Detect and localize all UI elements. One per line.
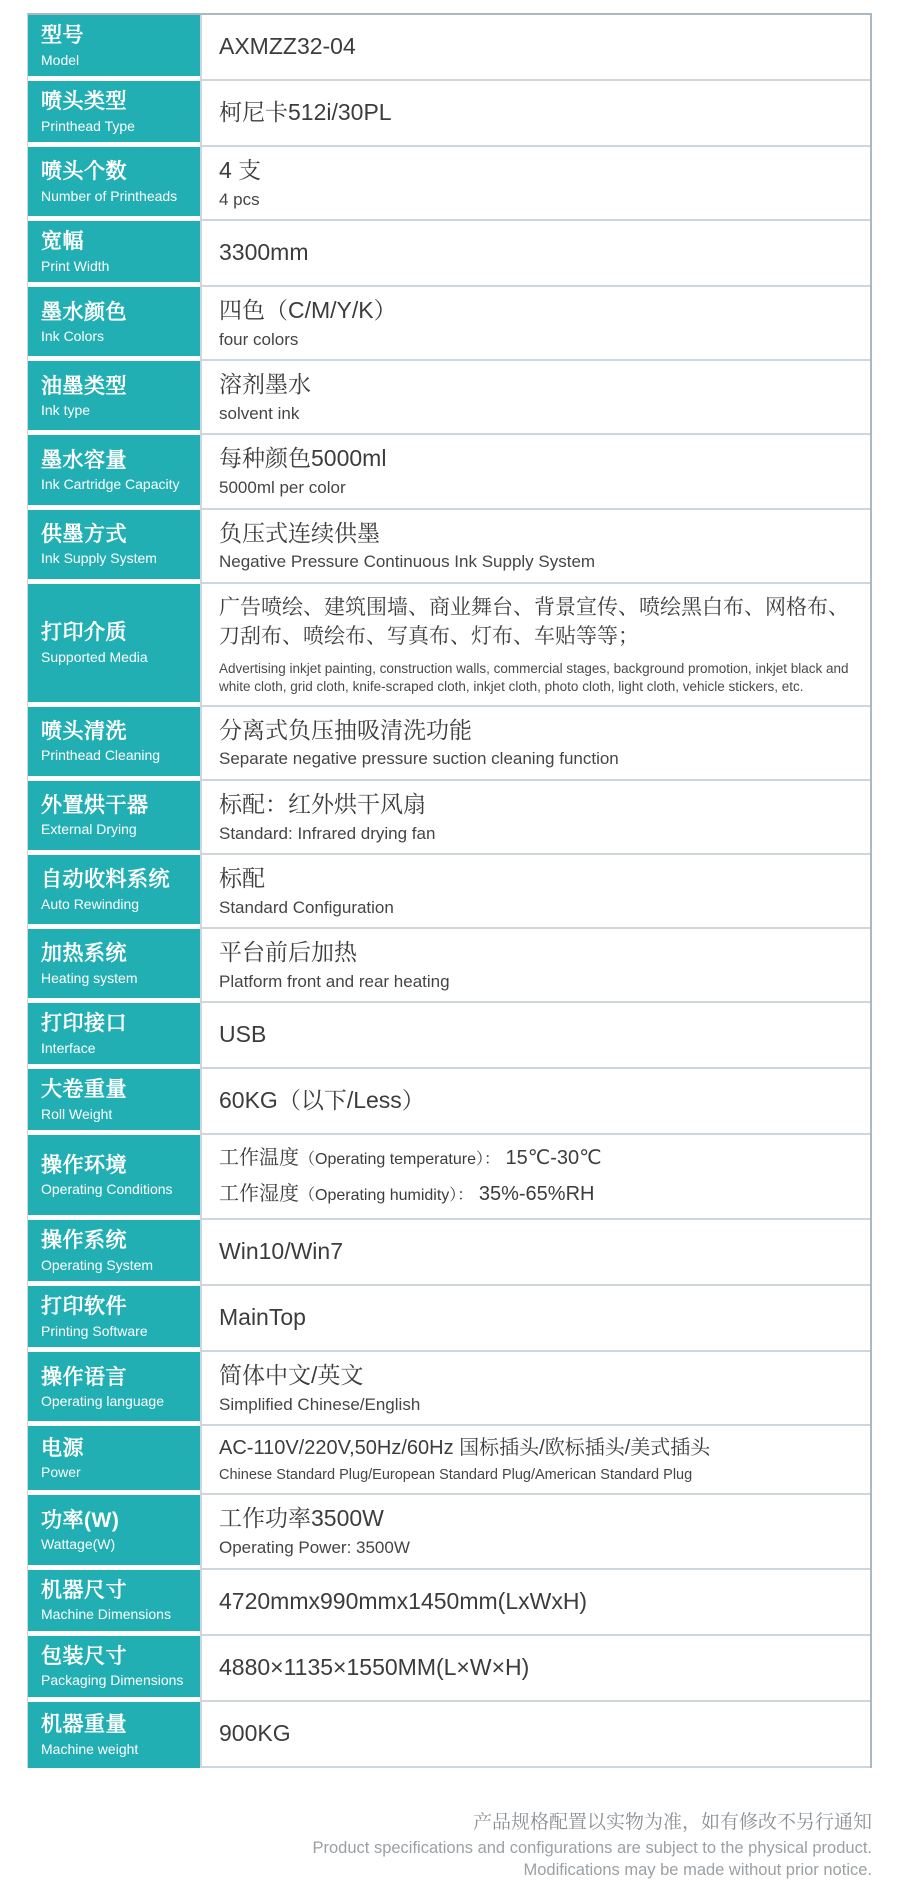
row-label-en: Operating Conditions [41,1181,173,1198]
spec-row [28,1135,870,1220]
row-value-line: 溶剂墨水 [219,371,311,398]
row-value [200,1069,870,1135]
row-label [28,147,200,221]
row-label [28,1069,200,1135]
row-label-en: Packaging Dimensions [41,1672,184,1689]
disclaimer-line-en1: Product specifications and configurations are subject to the physical product. [312,1838,872,1857]
row-value-line: 4720mmx990mmx1450mm(LxWxH) [219,1587,588,1614]
spec-row [28,1003,870,1069]
row-label-cn: 大卷重量 [41,1078,127,1102]
row-label-en: Wattage(W) [41,1536,116,1553]
row-value [200,15,870,81]
row-label-cn: 墨水颜色 [41,300,127,324]
row-value-line: Platform front and rear heating [219,971,450,991]
row-label-cn: 外置烘干器 [41,794,149,818]
spec-table [27,13,872,1768]
row-label [28,435,200,509]
row-value [200,1495,870,1569]
row-label [28,1220,200,1286]
row-value-line: 每种颜色5000ml [219,445,387,472]
row-label-en: Roll Weight [41,1105,113,1122]
row-label-cn: 操作语言 [41,1365,127,1389]
row-value [200,855,870,929]
row-label [28,781,200,855]
row-value [200,1702,870,1768]
row-label-en: Number of Printheads [41,187,178,204]
row-label-cn: 加热系统 [41,942,127,966]
row-label-en: Printhead Cleaning [41,747,161,764]
row-value [200,929,870,1003]
row-value-line: Chinese Standard Plug/European Standard Plug/American Standard Plug [219,1467,693,1484]
row-label [28,1135,200,1220]
row-label-en: Operating System [41,1256,154,1273]
row-label [28,1352,200,1426]
row-label-cn: 电源 [41,1437,84,1461]
row-label-cn: 供墨方式 [41,522,127,546]
row-value-line: 900KG [219,1719,291,1746]
row-value-line: USB [219,1021,267,1048]
spec-row [28,1069,870,1135]
spec-row [28,1220,870,1286]
row-value-line: 柯尼卡512i/30PL [219,99,392,126]
row-value [200,361,870,435]
row-label-en: Model [41,51,80,68]
row-value [200,1220,870,1286]
row-label-cn: 打印软件 [41,1295,127,1319]
row-value-part: （Operating humidity）： [299,1187,474,1205]
row-label-cn: 喷头类型 [41,90,127,114]
row-label-cn: 油墨类型 [41,374,127,398]
row-value-part: 15℃-30℃ [499,1147,602,1170]
row-label-cn: 喷头个数 [41,160,127,184]
row-label-cn: 自动收料系统 [41,868,170,892]
row-value-part: 35%-65%RH [473,1183,595,1206]
disclaimer [313,1810,873,1881]
row-value [200,584,870,707]
row-label-cn: 功率(W) [41,1508,120,1532]
row-value-line: AC-110V/220V,50Hz/60Hz 国标插头/欧标插头/美式插头 [219,1437,711,1460]
row-label [28,1495,200,1569]
row-value-line: 4880×1135×1550MM(L×W×H) [219,1653,530,1680]
row-label-cn: 墨水容量 [41,448,127,472]
row-value-line: 4 支 [219,157,262,183]
row-value [200,1003,870,1069]
row-value-part: 工作湿度 [219,1183,299,1206]
row-label [28,584,200,707]
row-label-en: Printhead Type [41,117,135,134]
row-value-line: solvent ink [219,404,300,424]
row-value-line: four colors [219,330,299,350]
row-label [28,1003,200,1069]
row-label-cn: 包装尺寸 [41,1644,127,1668]
row-label-en: Printing Software [41,1322,148,1339]
row-label [28,1570,200,1636]
row-label-en: Ink Supply System [41,550,157,567]
spec-row [28,781,870,855]
row-value-line: MainTop [219,1304,306,1331]
row-value-line: 简体中文/英文 [219,1362,364,1389]
row-value-line: 四色（C/M/Y/K） [219,297,397,324]
row-label [28,855,200,929]
row-value-part: 工作温度 [219,1147,299,1170]
row-value-line: 4 pcs [219,189,260,209]
spec-row [28,221,870,287]
row-value-line: Separate negative pressure suction cleaning function [219,749,619,769]
row-label [28,361,200,435]
spec-row [28,15,870,81]
row-label-en: Operating language [41,1392,164,1409]
row-label [28,707,200,781]
row-label-cn: 操作系统 [41,1229,127,1253]
row-value [200,287,870,361]
row-label-en: Interface [41,1039,96,1056]
row-label-en: Auto Rewinding [41,895,140,912]
row-label-en: Heating system [41,969,138,986]
row-label [28,287,200,361]
row-value-line: 工作功率3500W [219,1505,384,1532]
row-value [200,81,870,147]
spec-row [28,1636,870,1702]
row-value [200,221,870,287]
row-value [200,1135,870,1220]
row-label-en: Power [41,1464,81,1481]
spec-row [28,435,870,509]
spec-row [28,1702,870,1768]
row-label-en: Supported Media [41,648,148,665]
row-label-cn: 型号 [41,24,84,48]
row-label [28,15,200,81]
row-value-line: 平台前后加热 [219,939,357,965]
row-label-en: Ink Colors [41,327,105,344]
row-value-line: AXMZZ32-04 [219,33,356,60]
row-label [28,1426,200,1495]
row-label-en: Machine Dimensions [41,1606,171,1623]
row-value [200,1352,870,1426]
row-label [28,1636,200,1702]
spec-row [28,929,870,1003]
row-value-part: （Operating temperature）： [299,1151,500,1169]
row-label-cn: 宽幅 [41,230,84,254]
spec-row [28,707,870,781]
row-value-line: Standard Configuration [219,897,394,917]
spec-row [28,1570,870,1636]
spec-row [28,1286,870,1352]
row-value-line: Simplified Chinese/English [219,1395,421,1415]
row-value-line: 标配：红外烘干风扇 [219,790,426,817]
row-value [200,1636,870,1702]
row-label-cn: 机器重量 [41,1713,127,1737]
row-label-en: Ink type [41,401,91,418]
row-label-en: Ink Cartridge Capacity [41,476,180,493]
row-label-cn: 打印接口 [41,1012,127,1036]
row-value [200,1426,870,1495]
spec-row [28,855,870,929]
row-value [200,1570,870,1636]
spec-row [28,287,870,361]
row-value-line: Operating Power: 3500W [219,1538,410,1558]
row-value-line: 负压式连续供墨 [219,519,380,546]
disclaimer-line-en2: Modifications may be made without prior notice. [523,1860,872,1879]
row-label-en: Print Width [41,257,110,274]
disclaimer-line-cn: 产品规格配置以实物为准，如有修改不另行通知 [472,1812,872,1833]
spec-row [28,1495,870,1569]
spec-row [28,1352,870,1426]
row-label-en: External Drying [41,821,137,838]
row-value-line: 5000ml per color [219,478,346,498]
row-label-cn: 操作环境 [41,1153,127,1177]
row-value-line [219,1180,856,1209]
row-label [28,81,200,147]
row-value [200,510,870,584]
spec-row [28,584,870,707]
row-value-line: 标配 [219,864,265,891]
row-value-line: Win10/Win7 [219,1238,343,1265]
spec-row [28,510,870,584]
row-label-cn: 机器尺寸 [41,1578,127,1602]
row-label [28,1286,200,1352]
spec-row [28,81,870,147]
row-value-line: 分离式负压抽吸清洗功能 [219,716,472,743]
row-value [200,435,870,509]
row-value-line [219,1144,856,1173]
row-label [28,510,200,584]
row-value-line: 60KG（以下/Less） [219,1087,425,1114]
row-value [200,1286,870,1352]
row-value [200,707,870,781]
row-value-line: 3300mm [219,239,309,266]
spec-row [28,147,870,221]
row-value [200,781,870,855]
row-label [28,1702,200,1768]
row-value-line: Standard: Infrared drying fan [219,823,436,843]
row-label-en: Machine weight [41,1740,139,1757]
row-value-line: 广告喷绘、建筑围墙、商业舞台、背景宣传、喷绘黑白布、网格布、刀刮布、喷绘布、写真布、灯布、车贴等等； [219,595,849,649]
row-value-line: Advertising inkjet painting, construction walls, commercial stages, background promotion, inkjet black and white cloth, grid cloth, knife-scraped cloth, inkjet cloth, photo cloth, light cloth, vehicle stickers, etc. [219,661,849,695]
row-label [28,221,200,287]
row-value-line: Negative Pressure Continuous Ink Supply System [219,552,596,572]
spec-row [28,361,870,435]
row-value [200,147,870,221]
row-label-cn: 喷头清洗 [41,719,127,743]
row-label [28,929,200,1003]
spec-row [28,1426,870,1495]
row-label-cn: 打印介质 [41,621,127,645]
